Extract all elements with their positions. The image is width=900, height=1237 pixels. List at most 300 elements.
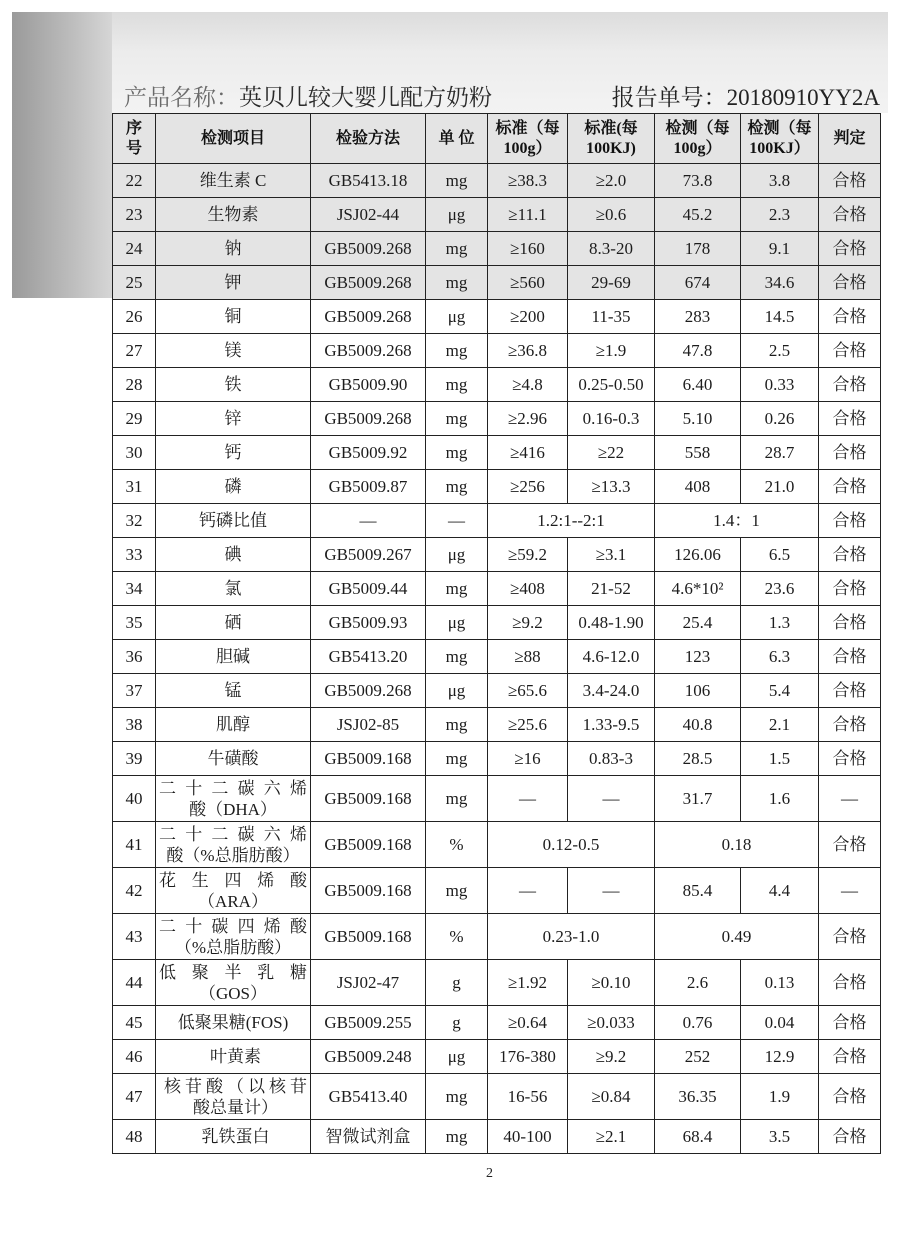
cell-result: 合格 (819, 300, 881, 334)
cell-no: 23 (113, 198, 156, 232)
cell-std-per-100kj: ≥3.1 (568, 538, 655, 572)
cell-std-per-100kj: ≥0.10 (568, 960, 655, 1006)
cell-method: JSJ02-85 (311, 708, 426, 742)
cell-unit: μg (426, 606, 488, 640)
cell-unit: mg (426, 776, 488, 822)
cell-unit: mg (426, 436, 488, 470)
table-row (113, 742, 881, 776)
cell-std-per-100kj: 21-52 (568, 572, 655, 606)
cell-unit: mg (426, 640, 488, 674)
item-text: 生物素 (207, 205, 259, 224)
cell-result: 合格 (819, 402, 881, 436)
cell-no: 36 (113, 640, 156, 674)
cell-item (156, 402, 311, 436)
cell-no: 46 (113, 1040, 156, 1074)
cell-det-per-100kj: 12.9 (741, 1040, 819, 1074)
cell-item (156, 674, 311, 708)
cell-det-per-100kj: 0.33 (741, 368, 819, 402)
cell-det-per-100kj: 6.5 (741, 538, 819, 572)
cell-std-per-100kj: 4.6-12.0 (568, 640, 655, 674)
cell-item (156, 334, 311, 368)
header-det-per-100kj (741, 114, 819, 164)
cell-unit: mg (426, 334, 488, 368)
cell-std-per-100kj: ≥13.3 (568, 470, 655, 504)
cell-item (156, 198, 311, 232)
cell-item (156, 368, 311, 402)
item-text: 钙 (224, 443, 242, 462)
cell-det-per-100g: 178 (655, 232, 741, 266)
cell-no: 31 (113, 470, 156, 504)
table-row (113, 1120, 881, 1154)
cell-std-per-100kj: 8.3-20 (568, 232, 655, 266)
cell-result: 合格 (819, 266, 881, 300)
cell-det-per-100kj: 4.4 (741, 868, 819, 914)
cell-result: 合格 (819, 742, 881, 776)
cell-std-per-100g: ≥408 (488, 572, 568, 606)
cell-no: 33 (113, 538, 156, 572)
table-row (113, 198, 881, 232)
cell-method: GB5009.268 (311, 266, 426, 300)
cell-method: GB5009.168 (311, 776, 426, 822)
cell-det-per-100kj: 34.6 (741, 266, 819, 300)
cell-no: 43 (113, 914, 156, 960)
header-text: 检验方法 (335, 129, 400, 147)
cell-no: 24 (113, 232, 156, 266)
cell-method: JSJ02-44 (311, 198, 426, 232)
cell-unit: μg (426, 198, 488, 232)
table-row (113, 538, 881, 572)
cell-method: GB5009.267 (311, 538, 426, 572)
cell-unit: mg (426, 742, 488, 776)
scan-shading-left (12, 12, 112, 298)
cell-std-per-100g: — (488, 868, 568, 914)
cell-det-per-100kj: 5.4 (741, 674, 819, 708)
cell-no: 34 (113, 572, 156, 606)
cell-std-per-100kj: 11-35 (568, 300, 655, 334)
cell-unit: g (426, 1006, 488, 1040)
cell-std-per-100g: ≥160 (488, 232, 568, 266)
table-row (113, 334, 881, 368)
header-text: 100g） (503, 139, 552, 157)
item-text: 二十二碳六烯 (159, 778, 307, 798)
cell-result: 合格 (819, 164, 881, 198)
cell-unit: mg (426, 572, 488, 606)
header-text: 标准(每 (584, 119, 638, 137)
item-text: 铁 (224, 375, 242, 394)
cell-result: 合格 (819, 470, 881, 504)
cell-std-per-100kj: ≥9.2 (568, 1040, 655, 1074)
cell-method: GB5009.248 (311, 1040, 426, 1074)
header-std-per-100g (488, 114, 568, 164)
cell-method: — (311, 504, 426, 538)
cell-result: 合格 (819, 914, 881, 960)
item-text: 钾 (224, 273, 242, 292)
cell-det-per-100kj: 6.3 (741, 640, 819, 674)
cell-det-per-100kj: 0.13 (741, 960, 819, 1006)
cell-unit: % (426, 914, 488, 960)
table-row (113, 300, 881, 334)
cell-std-per-100g: ≥88 (488, 640, 568, 674)
cell-result: 合格 (819, 538, 881, 572)
cell-item (156, 572, 311, 606)
cell-unit: g (426, 960, 488, 1006)
cell-no: 28 (113, 368, 156, 402)
cell-unit: μg (426, 300, 488, 334)
header-det-per-100g (655, 114, 741, 164)
cell-result: 合格 (819, 1040, 881, 1074)
cell-det-per-100kj: 1.3 (741, 606, 819, 640)
cell-result: 合格 (819, 674, 881, 708)
cell-unit: mg (426, 868, 488, 914)
table-row (113, 776, 881, 822)
header-text: 检测（每 (747, 119, 812, 137)
cell-item (156, 1074, 311, 1120)
cell-det-per-100g: 123 (655, 640, 741, 674)
cell-std-per-100g: ≥256 (488, 470, 568, 504)
page-number: 2 (486, 1166, 493, 1181)
cell-unit: mg (426, 266, 488, 300)
cell-det-per-100g: 85.4 (655, 868, 741, 914)
item-text: 磷 (224, 477, 242, 496)
cell-result: 合格 (819, 504, 881, 538)
cell-result: — (819, 868, 881, 914)
cell-method: GB5009.268 (311, 402, 426, 436)
cell-result: 合格 (819, 960, 881, 1006)
cell-detected-merged: 0.18 (655, 822, 819, 868)
table-row (113, 232, 881, 266)
cell-det-per-100kj: 2.5 (741, 334, 819, 368)
cell-no: 27 (113, 334, 156, 368)
cell-no: 38 (113, 708, 156, 742)
header-text: 单 位 (438, 129, 475, 147)
cell-std-per-100g: — (488, 776, 568, 822)
table-row (113, 960, 881, 1006)
cell-std-per-100kj: ≥22 (568, 436, 655, 470)
cell-std-per-100g: ≥11.1 (488, 198, 568, 232)
item-text: 二十二碳六烯 (159, 824, 307, 844)
cell-no: 26 (113, 300, 156, 334)
cell-unit: — (426, 504, 488, 538)
cell-det-per-100g: 28.5 (655, 742, 741, 776)
table-row (113, 640, 881, 674)
item-text: 低聚半乳糖 (159, 962, 307, 982)
cell-det-per-100kj: 21.0 (741, 470, 819, 504)
cell-det-per-100g: 674 (655, 266, 741, 300)
cell-unit: % (426, 822, 488, 868)
cell-unit: mg (426, 232, 488, 266)
cell-det-per-100g: 36.35 (655, 1074, 741, 1120)
cell-method: GB5009.90 (311, 368, 426, 402)
header-std-per-100kj (568, 114, 655, 164)
cell-item (156, 300, 311, 334)
item-text: 维生素 C (199, 171, 267, 190)
cell-det-per-100g: 25.4 (655, 606, 741, 640)
item-text: 碘 (224, 545, 242, 564)
cell-unit: mg (426, 1120, 488, 1154)
item-text: 乳铁蛋白 (201, 1127, 270, 1146)
header-text: 判定 (833, 129, 866, 147)
cell-method: GB5009.268 (311, 334, 426, 368)
cell-method: GB5009.168 (311, 914, 426, 960)
cell-item (156, 1040, 311, 1074)
cell-std-per-100kj: ≥2.0 (568, 164, 655, 198)
item-text: 铜 (224, 307, 242, 326)
item-text: 核苷酸（以核苷 (164, 1076, 307, 1096)
report-number-value: 20180910YY2A (726, 85, 880, 110)
cell-std-per-100g: ≥38.3 (488, 164, 568, 198)
cell-std-per-100g: ≥416 (488, 436, 568, 470)
cell-det-per-100kj: 28.7 (741, 436, 819, 470)
header-row (113, 114, 881, 164)
cell-detected-merged: 0.49 (655, 914, 819, 960)
cell-unit: μg (426, 674, 488, 708)
item-text: 硒 (224, 613, 242, 632)
item-text: 胆碱 (216, 647, 250, 666)
cell-std-per-100g: ≥560 (488, 266, 568, 300)
cell-no: 37 (113, 674, 156, 708)
cell-std-per-100kj: ≥0.033 (568, 1006, 655, 1040)
cell-method: GB5009.93 (311, 606, 426, 640)
cell-det-per-100g: 0.76 (655, 1006, 741, 1040)
cell-std-per-100kj: 0.83-3 (568, 742, 655, 776)
item-text: 花生四烯酸 (159, 870, 307, 890)
cell-std-per-100g: 40-100 (488, 1120, 568, 1154)
cell-method: GB5009.255 (311, 1006, 426, 1040)
cell-unit: mg (426, 368, 488, 402)
cell-det-per-100g: 252 (655, 1040, 741, 1074)
cell-det-per-100g: 408 (655, 470, 741, 504)
results-table (112, 113, 881, 1154)
cell-result: 合格 (819, 708, 881, 742)
cell-item (156, 504, 311, 538)
cell-no: 32 (113, 504, 156, 538)
item-text: 牛磺酸 (207, 749, 259, 768)
header-text: 100KJ) (586, 139, 636, 157)
cell-unit: mg (426, 708, 488, 742)
product-name-label: 产品名称： (124, 85, 239, 110)
item-text: 酸（%总脂肪酸） (166, 845, 300, 865)
cell-std-per-100g: ≥65.6 (488, 674, 568, 708)
cell-result: 合格 (819, 232, 881, 266)
cell-unit: mg (426, 402, 488, 436)
cell-no: 29 (113, 402, 156, 436)
cell-no: 44 (113, 960, 156, 1006)
cell-item (156, 868, 311, 914)
table-row (113, 1006, 881, 1040)
cell-det-per-100g: 47.8 (655, 334, 741, 368)
cell-no: 22 (113, 164, 156, 198)
table-row (113, 436, 881, 470)
item-text: 酸总量计） (193, 1097, 278, 1117)
item-text: 二十碳四烯酸 (159, 916, 307, 936)
cell-no: 25 (113, 266, 156, 300)
cell-detected-merged: 1.4：1 (655, 504, 819, 538)
cell-method: GB5009.168 (311, 822, 426, 868)
product-name-value: 英贝儿较大婴儿配方奶粉 (239, 85, 492, 110)
item-text: （GOS） (198, 983, 267, 1003)
cell-det-per-100g: 283 (655, 300, 741, 334)
cell-result: 合格 (819, 640, 881, 674)
cell-std-per-100g: ≥0.64 (488, 1006, 568, 1040)
item-text: 镁 (224, 341, 242, 360)
cell-det-per-100kj: 3.5 (741, 1120, 819, 1154)
cell-no: 42 (113, 868, 156, 914)
table-row (113, 868, 881, 914)
cell-standard-merged: 0.23-1.0 (488, 914, 655, 960)
cell-method: GB5009.168 (311, 868, 426, 914)
cell-item (156, 436, 311, 470)
cell-method: GB5009.44 (311, 572, 426, 606)
cell-std-per-100kj: 1.33-9.5 (568, 708, 655, 742)
cell-no: 35 (113, 606, 156, 640)
item-text: 叶黄素 (210, 1047, 261, 1066)
cell-method: GB5009.268 (311, 674, 426, 708)
cell-method: GB5413.40 (311, 1074, 426, 1120)
table-row (113, 914, 881, 960)
cell-det-per-100kj: 1.5 (741, 742, 819, 776)
cell-method: GB5009.268 (311, 232, 426, 266)
cell-no: 40 (113, 776, 156, 822)
cell-method: 智微试剂盒 (311, 1120, 426, 1154)
cell-det-per-100g: 40.8 (655, 708, 741, 742)
report-number-line (612, 79, 880, 112)
cell-method: GB5009.168 (311, 742, 426, 776)
table-row (113, 708, 881, 742)
cell-unit: mg (426, 470, 488, 504)
cell-det-per-100kj: 2.1 (741, 708, 819, 742)
cell-result: 合格 (819, 1074, 881, 1120)
cell-std-per-100kj: 3.4-24.0 (568, 674, 655, 708)
cell-std-per-100g: ≥4.8 (488, 368, 568, 402)
cell-det-per-100g: 2.6 (655, 960, 741, 1006)
cell-item (156, 1120, 311, 1154)
cell-std-per-100g: ≥25.6 (488, 708, 568, 742)
cell-item (156, 776, 311, 822)
cell-item (156, 640, 311, 674)
cell-method: GB5413.20 (311, 640, 426, 674)
cell-std-per-100g: ≥9.2 (488, 606, 568, 640)
item-text: （ARA） (198, 891, 268, 911)
cell-det-per-100g: 106 (655, 674, 741, 708)
header-text: 序 (125, 119, 142, 137)
cell-det-per-100kj: 9.1 (741, 232, 819, 266)
cell-det-per-100kj: 2.3 (741, 198, 819, 232)
cell-det-per-100g: 68.4 (655, 1120, 741, 1154)
table-row (113, 368, 881, 402)
cell-det-per-100kj: 23.6 (741, 572, 819, 606)
cell-det-per-100g: 126.06 (655, 538, 741, 572)
cell-item (156, 266, 311, 300)
cell-det-per-100g: 4.6*10² (655, 572, 741, 606)
cell-det-per-100kj: 1.6 (741, 776, 819, 822)
cell-unit: mg (426, 1074, 488, 1120)
cell-no: 45 (113, 1006, 156, 1040)
item-text: 锰 (224, 681, 242, 700)
table-body (113, 164, 881, 1154)
cell-std-per-100kj: ≥1.9 (568, 334, 655, 368)
cell-no: 30 (113, 436, 156, 470)
item-text: 钙磷比值 (199, 511, 267, 530)
cell-result: 合格 (819, 436, 881, 470)
report-number-label: 报告单号： (611, 85, 727, 110)
table-row (113, 572, 881, 606)
product-name-line (124, 79, 492, 112)
table-row (113, 822, 881, 868)
item-text: 锌 (224, 409, 242, 428)
cell-std-per-100kj: ≥2.1 (568, 1120, 655, 1154)
cell-method: GB5009.87 (311, 470, 426, 504)
cell-det-per-100kj: 0.26 (741, 402, 819, 436)
cell-result: 合格 (819, 334, 881, 368)
cell-std-per-100kj: 0.48-1.90 (568, 606, 655, 640)
header-unit (426, 114, 488, 164)
cell-result: 合格 (819, 198, 881, 232)
cell-unit: mg (426, 164, 488, 198)
cell-no: 41 (113, 822, 156, 868)
cell-item (156, 822, 311, 868)
cell-std-per-100kj: 0.25-0.50 (568, 368, 655, 402)
cell-no: 47 (113, 1074, 156, 1120)
table-row (113, 1074, 881, 1120)
cell-det-per-100g: 73.8 (655, 164, 741, 198)
header-no (113, 114, 156, 164)
cell-det-per-100kj: 14.5 (741, 300, 819, 334)
cell-item (156, 708, 311, 742)
table-row (113, 470, 881, 504)
cell-result: 合格 (819, 368, 881, 402)
cell-item (156, 742, 311, 776)
cell-std-per-100g: ≥2.96 (488, 402, 568, 436)
table-row (113, 606, 881, 640)
cell-det-per-100kj: 0.04 (741, 1006, 819, 1040)
table-row (113, 504, 881, 538)
table-header (113, 114, 881, 164)
header-text: 号 (125, 139, 142, 157)
cell-std-per-100kj: — (568, 868, 655, 914)
cell-method: GB5009.92 (311, 436, 426, 470)
cell-item (156, 232, 311, 266)
table-row (113, 402, 881, 436)
cell-result: 合格 (819, 822, 881, 868)
cell-result: 合格 (819, 1006, 881, 1040)
cell-unit: μg (426, 1040, 488, 1074)
table-row (113, 674, 881, 708)
header-result (819, 114, 881, 164)
header-text: 标准（每 (495, 119, 560, 137)
cell-det-per-100kj: 3.8 (741, 164, 819, 198)
cell-std-per-100g: 16-56 (488, 1074, 568, 1120)
cell-item (156, 164, 311, 198)
cell-std-per-100g: ≥1.92 (488, 960, 568, 1006)
cell-std-per-100kj: — (568, 776, 655, 822)
header-text: 100KJ） (749, 139, 810, 157)
cell-no: 48 (113, 1120, 156, 1154)
cell-std-per-100kj: ≥0.6 (568, 198, 655, 232)
cell-no: 39 (113, 742, 156, 776)
table-row (113, 266, 881, 300)
cell-item (156, 1006, 311, 1040)
cell-method: GB5413.18 (311, 164, 426, 198)
cell-det-per-100g: 6.40 (655, 368, 741, 402)
cell-unit: μg (426, 538, 488, 572)
cell-std-per-100g: ≥36.8 (488, 334, 568, 368)
cell-standard-merged: 0.12-0.5 (488, 822, 655, 868)
cell-std-per-100kj: 29-69 (568, 266, 655, 300)
cell-std-per-100g: ≥200 (488, 300, 568, 334)
cell-result: 合格 (819, 572, 881, 606)
item-text: 钠 (224, 239, 242, 258)
cell-std-per-100kj: 0.16-0.3 (568, 402, 655, 436)
